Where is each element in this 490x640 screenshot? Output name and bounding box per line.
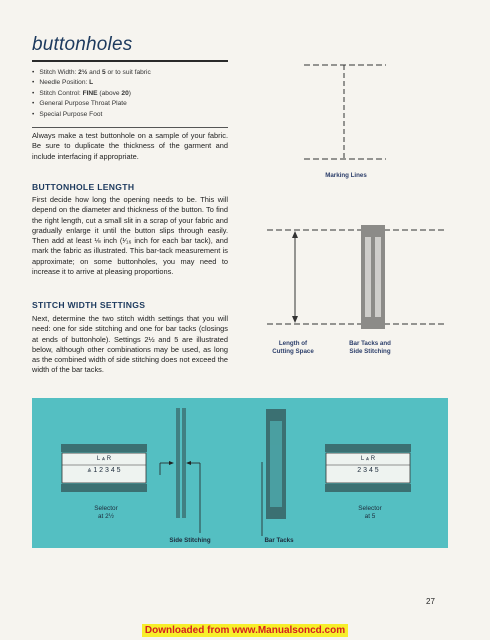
spec-bold: L: [89, 79, 94, 87]
selector-right-label: [330, 505, 410, 521]
spec-item: [32, 99, 232, 109]
selector-left-line: Selector: [94, 505, 118, 512]
page-title: buttonholes: [32, 34, 133, 55]
dial-left-bottom: ⩓ 1 2 3 4 5: [87, 467, 121, 474]
buttonhole-stitching: [361, 226, 385, 328]
dial-right-bottom: 2 3 4 5: [357, 467, 379, 474]
spec-item: [32, 68, 232, 78]
bar-tacks-figure: [250, 408, 310, 538]
side-stitching-figure: [150, 405, 230, 535]
download-footer: [0, 620, 490, 638]
length-figure: [265, 220, 455, 332]
selector-left-label: [66, 505, 146, 521]
dial-left-top: L ⩓ R: [96, 456, 112, 462]
side-stitch-column: [176, 409, 186, 517]
bartacks-label: [330, 340, 410, 356]
bar-tack-column: [266, 410, 286, 518]
intro-paragraph: Always make a test buttonhole on a sample of your fabric. Be sure to duplicate the thickness of the garment and include interfacing if appropriate.: [32, 131, 228, 161]
length-label-line: Cutting Space: [272, 348, 314, 355]
spec-item: [32, 110, 232, 120]
length-label: [258, 340, 328, 356]
length-paragraph: First decide how long the opening needs to be. This will depend on the diameter and thickness of the button. To find the right length, cut a small slit in a scrap of your fabric and gradually enlarge it until the button slips through easily. Then add at least ⅛ inch (¹⁄₁₆ inch for each bar tack), and mark the fabric as illustrated. This bar-tack measurement is approximate; on some buttonholes, you may need to increase it to arrive at pleasing proportions.: [32, 195, 228, 277]
section-heading-width: STITCH WIDTH SETTINGS: [32, 300, 146, 310]
spec-item: [32, 89, 232, 99]
spec-text: and: [87, 69, 102, 76]
selector-right-line: Selector: [358, 505, 382, 512]
spec-list: [32, 68, 232, 120]
page-number: 27: [426, 597, 435, 606]
bartacks-label-line: Bar Tacks and: [349, 340, 391, 347]
dial-teeth-bottom: [326, 484, 410, 492]
bartacks-label-line: Side Stitching: [349, 348, 391, 355]
length-label-line: Length of: [278, 340, 308, 347]
spec-text: (above: [97, 89, 122, 97]
section-rule: [32, 127, 228, 128]
spec-bold: FINE: [82, 89, 98, 97]
spec-text: or to suit fabric: [105, 69, 151, 76]
side-stitching-label: Side Stitching: [169, 537, 211, 544]
dial-teeth-top: [62, 444, 146, 452]
download-footer-text[interactable]: Downloaded from www.Manualsoncd.com: [142, 624, 348, 637]
marking-lines-figure: [300, 62, 390, 172]
width-paragraph: Next, determine the two stitch width settings that you will need: one for side stitching and one for bar tacks (closings at ends of buttonhole). Settings 2½ and 5 are illustrated below, although other combinations may be used, as long as the combined width of side stitching does not exceed the width of the bar tacks.: [32, 314, 228, 375]
section-heading-length: BUTTONHOLE LENGTH: [32, 182, 135, 192]
spec-bold: 2½: [78, 69, 88, 76]
bar-tacks-label: Bar Tacks: [264, 537, 294, 544]
spec-text: ): [128, 89, 131, 97]
dial-right-top: L ⩓ R: [360, 456, 376, 462]
spec-text: General Purpose Throat Plate: [39, 100, 127, 108]
marking-lines-label: Marking Lines: [325, 172, 367, 179]
spec-item: [32, 78, 232, 88]
spec-text: Special Purpose Foot: [39, 110, 103, 118]
spec-text: Stitch Control:: [39, 89, 83, 97]
selector-left-line: at 2½: [98, 513, 114, 520]
selector-right-line: at 5: [364, 513, 376, 520]
spec-bold: 5: [102, 69, 106, 76]
dial-teeth-top: [326, 444, 410, 452]
spec-text: Stitch Width:: [39, 69, 79, 76]
dial-teeth-bottom: [62, 484, 146, 492]
title-rule: [32, 60, 228, 62]
spec-text: Needle Position:: [39, 79, 90, 87]
spec-bold: 20: [121, 89, 129, 97]
